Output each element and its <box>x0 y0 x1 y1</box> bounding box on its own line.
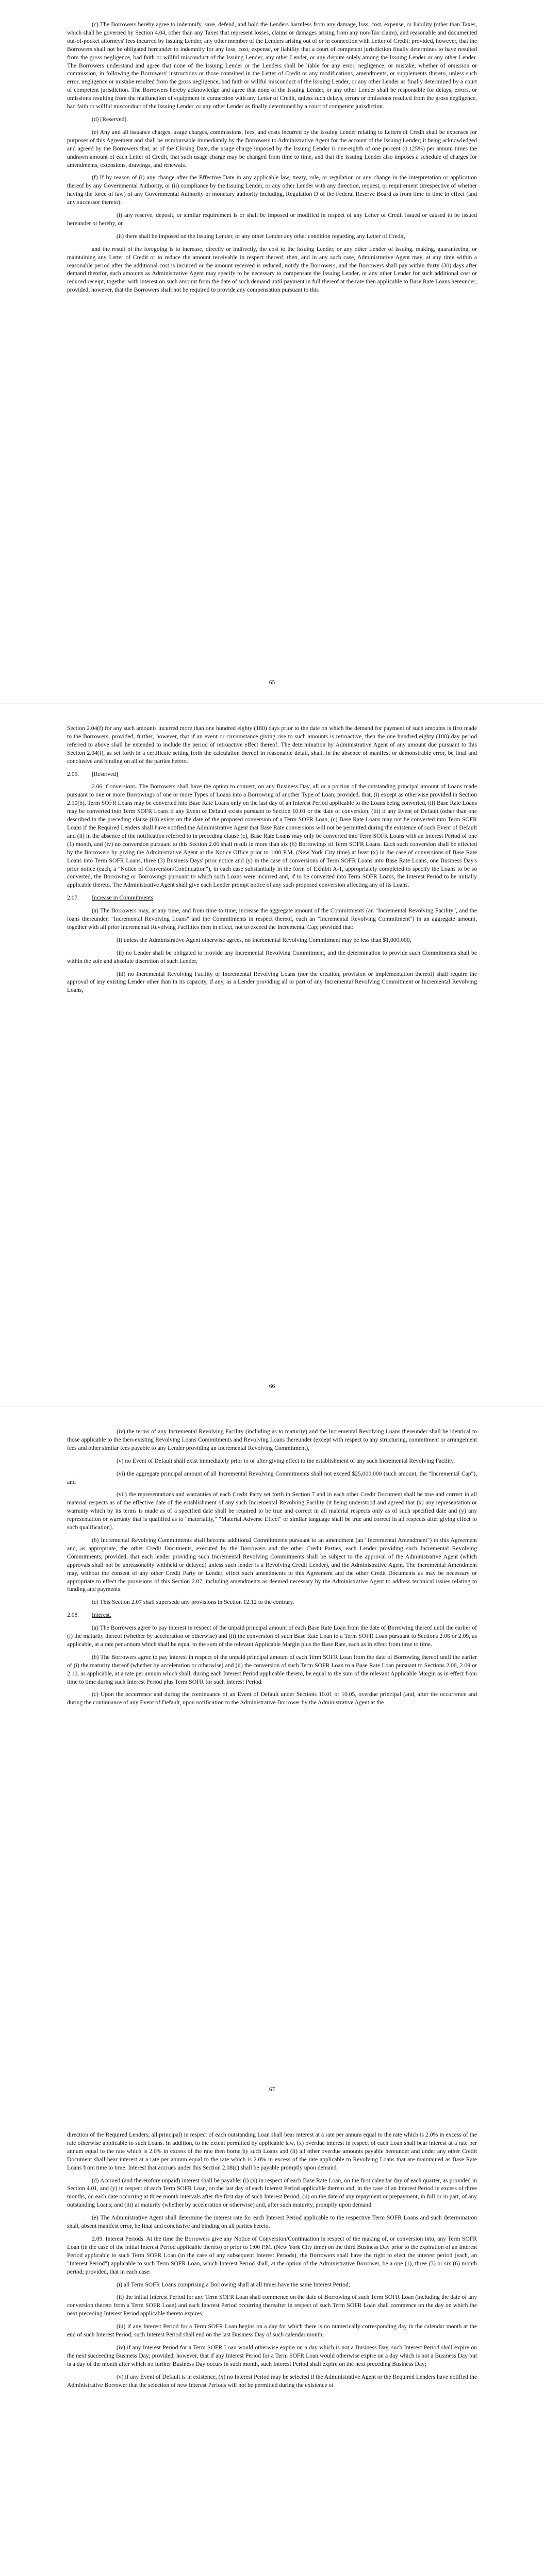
paragraph: (i) any reserve, deposit, or similar requirement is or shall be imposed or modified in respect of any Letter of Credit issued or caused to be issued hereunder or hereby, or <box>67 212 477 227</box>
paragraph: (b) Incremental Revolving Commitments shall become additional Commitments pursuant to an amendment (an "Incremental Amendment") to this Agreement and, as appropriate, the other Credit Documents, executed by the Borrowers and the other Credit Parties, each Lender providing such Incremental Revolving Commitments; provided, that each lender providing such Incremental Revolving Commitments shall be subject to the approval of the Administrative Agent (which approvals shall not be unreasonably withheld or delayed) unless such lender is a Revolving Credit Lender), and the Administrative Agent. The Incremental Amendment may, without the consent of any other Credit Party or Lender, effect such amendments to this Agreement and the other Credit Documents as may be necessary or appropriate to effect the provisions of this Section 2.07, including amendments as deemed necessary by the Administrative Agent to address technical issues relating to funding and payments. <box>67 1536 477 1593</box>
page <box>0 1406 544 2110</box>
paragraph: (v) if any Event of Default is in existence, (x) no Interest Period may be selected if the Administrative Agent or the Required Lenders have notified the Administrative Borrower that the selection of new Interest Periods will not be permitted during the existence of <box>67 2373 477 2388</box>
paragraph: (i) unless the Administrative Agent otherwise agrees, no Incremental Revolving Commitment may be less than $1,000,000, <box>117 936 411 943</box>
paragraph: (c) Upon the occurrence and during the continuance of an Event of Default under Sections 10.01 or 10.05, overdue principal (and, after the occurrence and during the continuance of any Event of Default, upon notification to the Administrative Borrower by the Administrative Agent at the <box>67 1691 477 1706</box>
paragraph: (iii) if any Interest Period for a Term SOFR Loan begins on a day for which there is no numerically corresponding day in the calendar month at the end of such Interest Period, such Interest Period shall end on the last Business Day of such calendar month; <box>67 2323 477 2338</box>
paragraph: (ii) the initial Interest Period for any Term SOFR Loan shall commence on the date of Borrowing of such Term SOFR Loan (including the date of any conversion thereto from a Term SOFR Loan) and each Interest Period occurring thereafter in respect of such Term SOFR Loan shall commence on the day on which the next preceding Interest Period applicable thereto expires; <box>67 2294 477 2317</box>
paragraph: 2.09. Interest Periods. At the time the Borrowers give any Notice of Conversion/Continuation in respect of the making of, or conversion into, any Term SOFR Loan (in the case of the initial Interest Period applicable thereto) or prior to 1:00 P.M. (New York City time) on the third Business Day prior to the expiration of an Interest Period applicable to such Term SOFR Loan (in the case of any subsequent Interest Periods), the Borrowers shall have the right to elect the interest period (each, an "Interest Period") applicable to such Term SOFR Loan, which Interest Period shall, at the option of the Administrative Borrower, be a one (1), three (3) or six (6) month period; provided, that in each case: <box>67 2235 477 2275</box>
paragraph: (c) This Section 2.07 shall supersede any provisions in Section 12.12 to the contrary. <box>92 1599 294 1606</box>
paragraph: (iv) the terms of any Incremental Revolving Facility (including as to maturity) and the Incremental Revolving Loans thereunder shall be identical to those applicable to the then-existing Revolving Loans Commitments and Revolving Loans thereunder (except with respect to any structuring, commitment or arrangement fees and other similar fees payable to any Lender providing an Incremental Revolving Commitment), <box>67 1428 477 1451</box>
paragraph: (e) The Administrative Agent shall determine the interest rate for each Interest Period applicable to the respective Term SOFR Loans and such determination shall, absent manifest error, be final and conclusive and binding on all parties hereto. <box>67 2214 477 2230</box>
paragraph: (f) If by reason of (i) any change after the Effective Date in any applicable law, treaty, rule, or regulation or any change in the interpretation or application thereof by any Governmental Authority, or (ii) compliance by the Issuing Lender, or any other Lender with any direction, request, or requirement (irrespective of whether having the force of law) of any Governmental Authority or monetary authority including, Regulation D of the Federal Reserve Board as from time to time in effect (and any successor thereto): <box>67 174 477 206</box>
paragraph: (c) The Borrowers hereby agree to indemnify, save, defend, and hold the Lenders harmless from any damage, loss, cost, expense, or liability (other than Taxes, which shall be governed by Section 4.04, other than any Taxes that represent losses, claims or damages arising from any non-Tax claim), and reasonable and documented out-of-pocket attorneys' fees incurred by Issuing Lender, any other member of the Lenders arising out of or in connection with Letter of Credit; provided, however, that the Borrowers shall not be obligated hereunder to indemnify for any loss, cost, expense, or liability that a court of competent jurisdiction finally determines to have resulted from the gross negligence, bad faith or willful misconduct of the Issuing Lender, any other Lender, or any dispute solely among the Issuing Lender or any other Lender. The Borrowers understand and agree that none of the Issuing Lender or the Lenders shall be liable for any error, negligence, or mistake, whether of omission or commission, in following the Borrowers' instructions or those contained in the Letter of Credit or any modifications, amendments, or supplements thereto, unless such error, negligence or mistake resulted from the gross negligence, bad faith or willful misconduct of the Issuing Lender, or any other Lender as finally determined by a court of competent jurisdiction. The Borrowers hereby acknowledge and agree that none of the Issuing Lender, or any other Lender shall be responsible for delays, errors, or omissions resulting from the malfunction of equipment in connection with any Letter of Credit, unless such delays, errors or omissions resulted from the gross negligence, bad faith or willful misconduct of the Issuing Lender, or any other Lender as finally determined by a court of competent jurisdiction. <box>67 21 477 110</box>
paragraph: (i) all Term SOFR Loans comprising a Borrowing shall at all times have the same Interest Period; <box>117 2281 350 2288</box>
paragraph: (vi) the aggregate principal amount of all Incremental Revolving Commitments shall not exceed $25,000,000 (such amount, the "Incremental Cap"), and <box>67 1470 477 1485</box>
paragraph: direction of the Required Lenders, all principal) in respect of each outstanding Loan shall bear interest at a rate per annum equal to the rate which is 2.0% in excess of the rate otherwise applicable to such Loans. In addition, to the extent permitted by applicable law, (x) overdue interest in respect of each Loan shall bear interest at a rate per annum equal to the rate which is 2.0% in excess of the rate then borne by such Loans and (ii) all other overdue amounts payable hereunder and under any other Credit Document shall bear interest at a rate per annum equal to the rate which is 2.0% in excess of the rate applicable to Revolving Loans that are maintained as Base Rate Loans from time to time. Interest that accrues under this Section 2.08(c) shall be payable promptly upon demand. <box>67 2131 477 2171</box>
paragraph: (a) The Borrowers agree to pay interest in respect of the unpaid principal amount of each Base Rate Loan from the date of Borrowing thereof until the earlier of (i) the maturity thereof (whether by acceleration or otherwise) and (ii) the conversion of such Base Rate Loan to a Term SOFR Loan pursuant to Sections 2.06 or 2.09, as applicable, at a rate per annum which shall be equal to the sum of the relevant Applicable Margin plus the Base Rate, each as in effect from time to time. <box>67 1624 477 1648</box>
section-title: [Reserved] <box>92 770 118 777</box>
paragraph: (d) [Reserved]. <box>92 115 128 123</box>
page <box>0 703 544 1406</box>
paragraph: (ii) there shall be imposed on the Issuing Lender, or any other Lender any other condition regarding any Letter of Credit, <box>117 232 405 240</box>
paragraph: 2.06. Conversions. The Borrowers shall have the option to convert, on any Business Day, all or a portion of the outstanding principal amount of Loans made pursuant to one or more Borrowings of one or more Types of Loans into a Borrowing of another Type of Loan; provided, that, (i) except as otherwise provided in Section 2.10(b), Term SOFR Loans may be converted into Base Rate Loans only on the last day of an Interest Period applicable to the Loans being converted, (ii) Base Rate Loans may be converted into Term SOFR Loans if any Event of Default exists pursuant to Section 10.01 or the date of conversion, (iii) if any Event of Default (other than one described in the preceding clause (ii)) exists on the date of the proposed conversion of a Term SOFR Loan, (c) Base Rate Loans may not be converted into Term SOFR Loans if the Required Lenders shall have notified the Administrative Agent that Base Rate conversions will not be permitted during the existence of such Event of Default and (ii) in the absence of the notification referred to in preceding clause (c), Base Rate Loans may only be converted into Term SOFR Loans with an Interest Period of one (1) month, and (iv) no conversion pursuant to this Section 2.06 shall result in more than six (6) Borrowings of Term SOFR Loans. Each such conversion shall be effected by the Borrowers by giving the Administrative Agent at the Notice Office prior to 1:00 P.M. (New York City time) at least (x) in the case of conversions of Base Rate Loans into Term SOFR Loans, three (3) Business Days' prior notice and (y) in the case of conversions of Term SOFR Loans into Base Rate Loans, one Business Day's prior notice (each, a "Notice of Conversion/Continuation"), in each case substantially in the form of Exhibit A-1, appropriately completed to specify the Loans to be so converted, the Borrowing or Borrowings pursuant to which such Loans were incurred and, if to be converted into Term SOFR Loans, the Interest Period to be initially applicable thereto. The Administrative Agent shall give each Lender prompt notice of any such proposed conversion affecting any of its Loans. <box>67 783 477 889</box>
section-number: 2.05. <box>67 770 79 777</box>
paragraph: (a) The Borrowers may, at any time, and from time to time, increase the aggregate amount of the Commitments (an "Incremental Revolving Facility", and the loans thereunder, "Incremental Revolving Loans" and the Commitments in respect thereof, each an "Incremental Revolving Commitment") in an aggregate amount, together with all prior Incremental Revolving Facilities then in effect, not to exceed the Incremental Cap; provided that: <box>67 907 477 930</box>
section-title: Interest. <box>92 1612 111 1619</box>
paragraph: (iii) no Incremental Revolving Facility or Incremental Revolving Loans (nor the creation, provision or implementation thereof) shall require the approval of any existing Lender other than in its capacity, if any, as a Lender providing all or part of any Incremental Revolving Commitment or Incremental Revolving Loans, <box>67 970 477 994</box>
paragraph: (vii) the representations and warranties of each Credit Party set forth in Section 7 and in each other Credit Document shall be true and correct in all material respects as of the effective date of the establishment of any such Incremental Revolving Facility (it being understood and agreed that (x) any representation or warranty which by its terms is made as of a specified date shall be required to be true and correct in all material respects only as of such specified date and (y) any representation or warranty that is qualified as to "materiality," "Material Adverse Effect" or similar language shall be true and correct in all respects after giving effect to such qualification). <box>67 1491 477 1531</box>
paragraph: and the result of the foregoing is to increase, directly or indirectly, the cost to the Issuing Lender, or any other Lender of issuing, making, guaranteeing, or maintaining any Letter of Credit or to reduce the amount receivable in respect thereof, then, and in any such case, Administrative Agent may, at any time within a reasonable period after the additional cost is incurred or the amount received is reduced, notify the Borrowers, and the Borrowers shall pay within thirty (30) days after demand therefor, such amounts as Administrative Agent may specify to be necessary to compensate the Issuing Lender, or any other Lender for such additional cost or reduced receipt, together with interest on such amount from the date of such demand until payment in full thereof at the rate then applicable to Base Rate Loans hereunder; provided, however, that the Borrowers shall not be required to provide any compensation pursuant to this <box>67 245 477 294</box>
paragraph: Section 2.04(f) for any such amounts incurred more than one hundred eighty (180) days prior to the date on which the demand for payment of such amounts is first made to the Borrowers; provided, further, however, that if an event or circumstance giving rise to such amounts is retroactive, then the one hundred eighty (180) day period referred to above shall be extended to include the period of retroactive effect thereof. The determination by Administrative Agent of any amount due pursuant to this Section 2.04(f), as set forth in a certificate setting forth the calculation thereof in reasonable detail, shall, in the absence of manifest or demonstrable error, be final and conclusive and binding on all of the parties hereto. <box>67 725 477 765</box>
paragraph: (d) Accrued (and theretofore unpaid) interest shall be payable: (i) (x) in respect of each Base Rate Loan, on the first calendar day of each quarter, as provided in Section 4.01, and (y) in respect of each Term SOFR Loan, on the last day of each Interest Period applicable thereto and, in the case of an Interest Period in excess of three months, on each date occurring at three month intervals after the first day of such Interest Period, (ii) on the date of any repayment or prepayment, in full or in part, of any outstanding Loans; and (iii) at maturity (whether by acceleration or otherwise) and, after such maturity, promptly upon demand. <box>67 2177 477 2209</box>
section-title: Increase in Commitments <box>92 894 154 902</box>
page-number: 67 <box>269 2086 275 2093</box>
paragraph: (e) Any and all issuance charges, usage charges, commissions, fees, and costs incurred by the Issuing Lender relating to Letters of Credit shall be expenses for purposes of this Agreement and shall be reimbursable immediately by the Borrowers to Administrative Agent for the account of the Issuing Lender; it being acknowledged and agreed by the Borrowers that, as of the Closing Date, the usage charge imposed by the Issuing Lender is one-eighth of one percent (0.125%) per annum times the undrawn amount of each Letter of Credit, that such usage charge may be changed from time to time, and that the Issuing Lender also imposes a schedule of charges for amendments, extensions, drawings, and renewals. <box>67 128 477 168</box>
page <box>0 2110 544 2576</box>
section-number: 2.08. <box>67 1612 79 1619</box>
section-heading <box>67 894 477 902</box>
page-number: 66 <box>269 1383 275 1389</box>
section-number: 2.07. <box>67 894 79 902</box>
paragraph: (b) The Borrowers agree to pay interest in respect of the unpaid principal amount of each Term SOFR Loan from the date of Borrowing thereof until the earlier of (i) the maturity thereof (whether by acceleration or otherwise) and (ii) the conversion of such Term SOFR Loan to a Base Rate Loan pursuant to Sections 2.06, 2.09 or 2.10, as applicable, at a rate per annum which shall, during each Interest Period applicable thereto, be equal to the sum of the relevant Applicable Margin as in effect from time to time during such Interest Period plus Term SOFR for such Interest Period. <box>67 1653 477 1685</box>
section-heading <box>67 1611 477 1619</box>
paragraph: (ii) no Lender shall be obligated to provide any Incremental Revolving Commitment, and the determination to provide such Commitments shall be within the sole and absolute discretion of such Lender, <box>67 949 477 964</box>
section-heading <box>67 770 477 778</box>
paragraph: (v) no Event of Default shall exist immediately prior to or after giving effect to the establishment of any such Incremental Revolving Facility, <box>117 1457 455 1464</box>
page-number: 65 <box>269 679 275 686</box>
page <box>0 0 544 703</box>
paragraph: (iv) if any Interest Period for a Term SOFR Loan would otherwise expire on a day which is not a Business Day, such Interest Period shall expire on the next succeeding Business Day; provided, however, that if any Interest Period for a Term SOFR Loan would otherwise expire on a day which is not a Business Day but is a day of the month after which no further Business Day occurs in such month, such Interest Period shall expire on the next preceding Business Day; <box>67 2344 477 2367</box>
